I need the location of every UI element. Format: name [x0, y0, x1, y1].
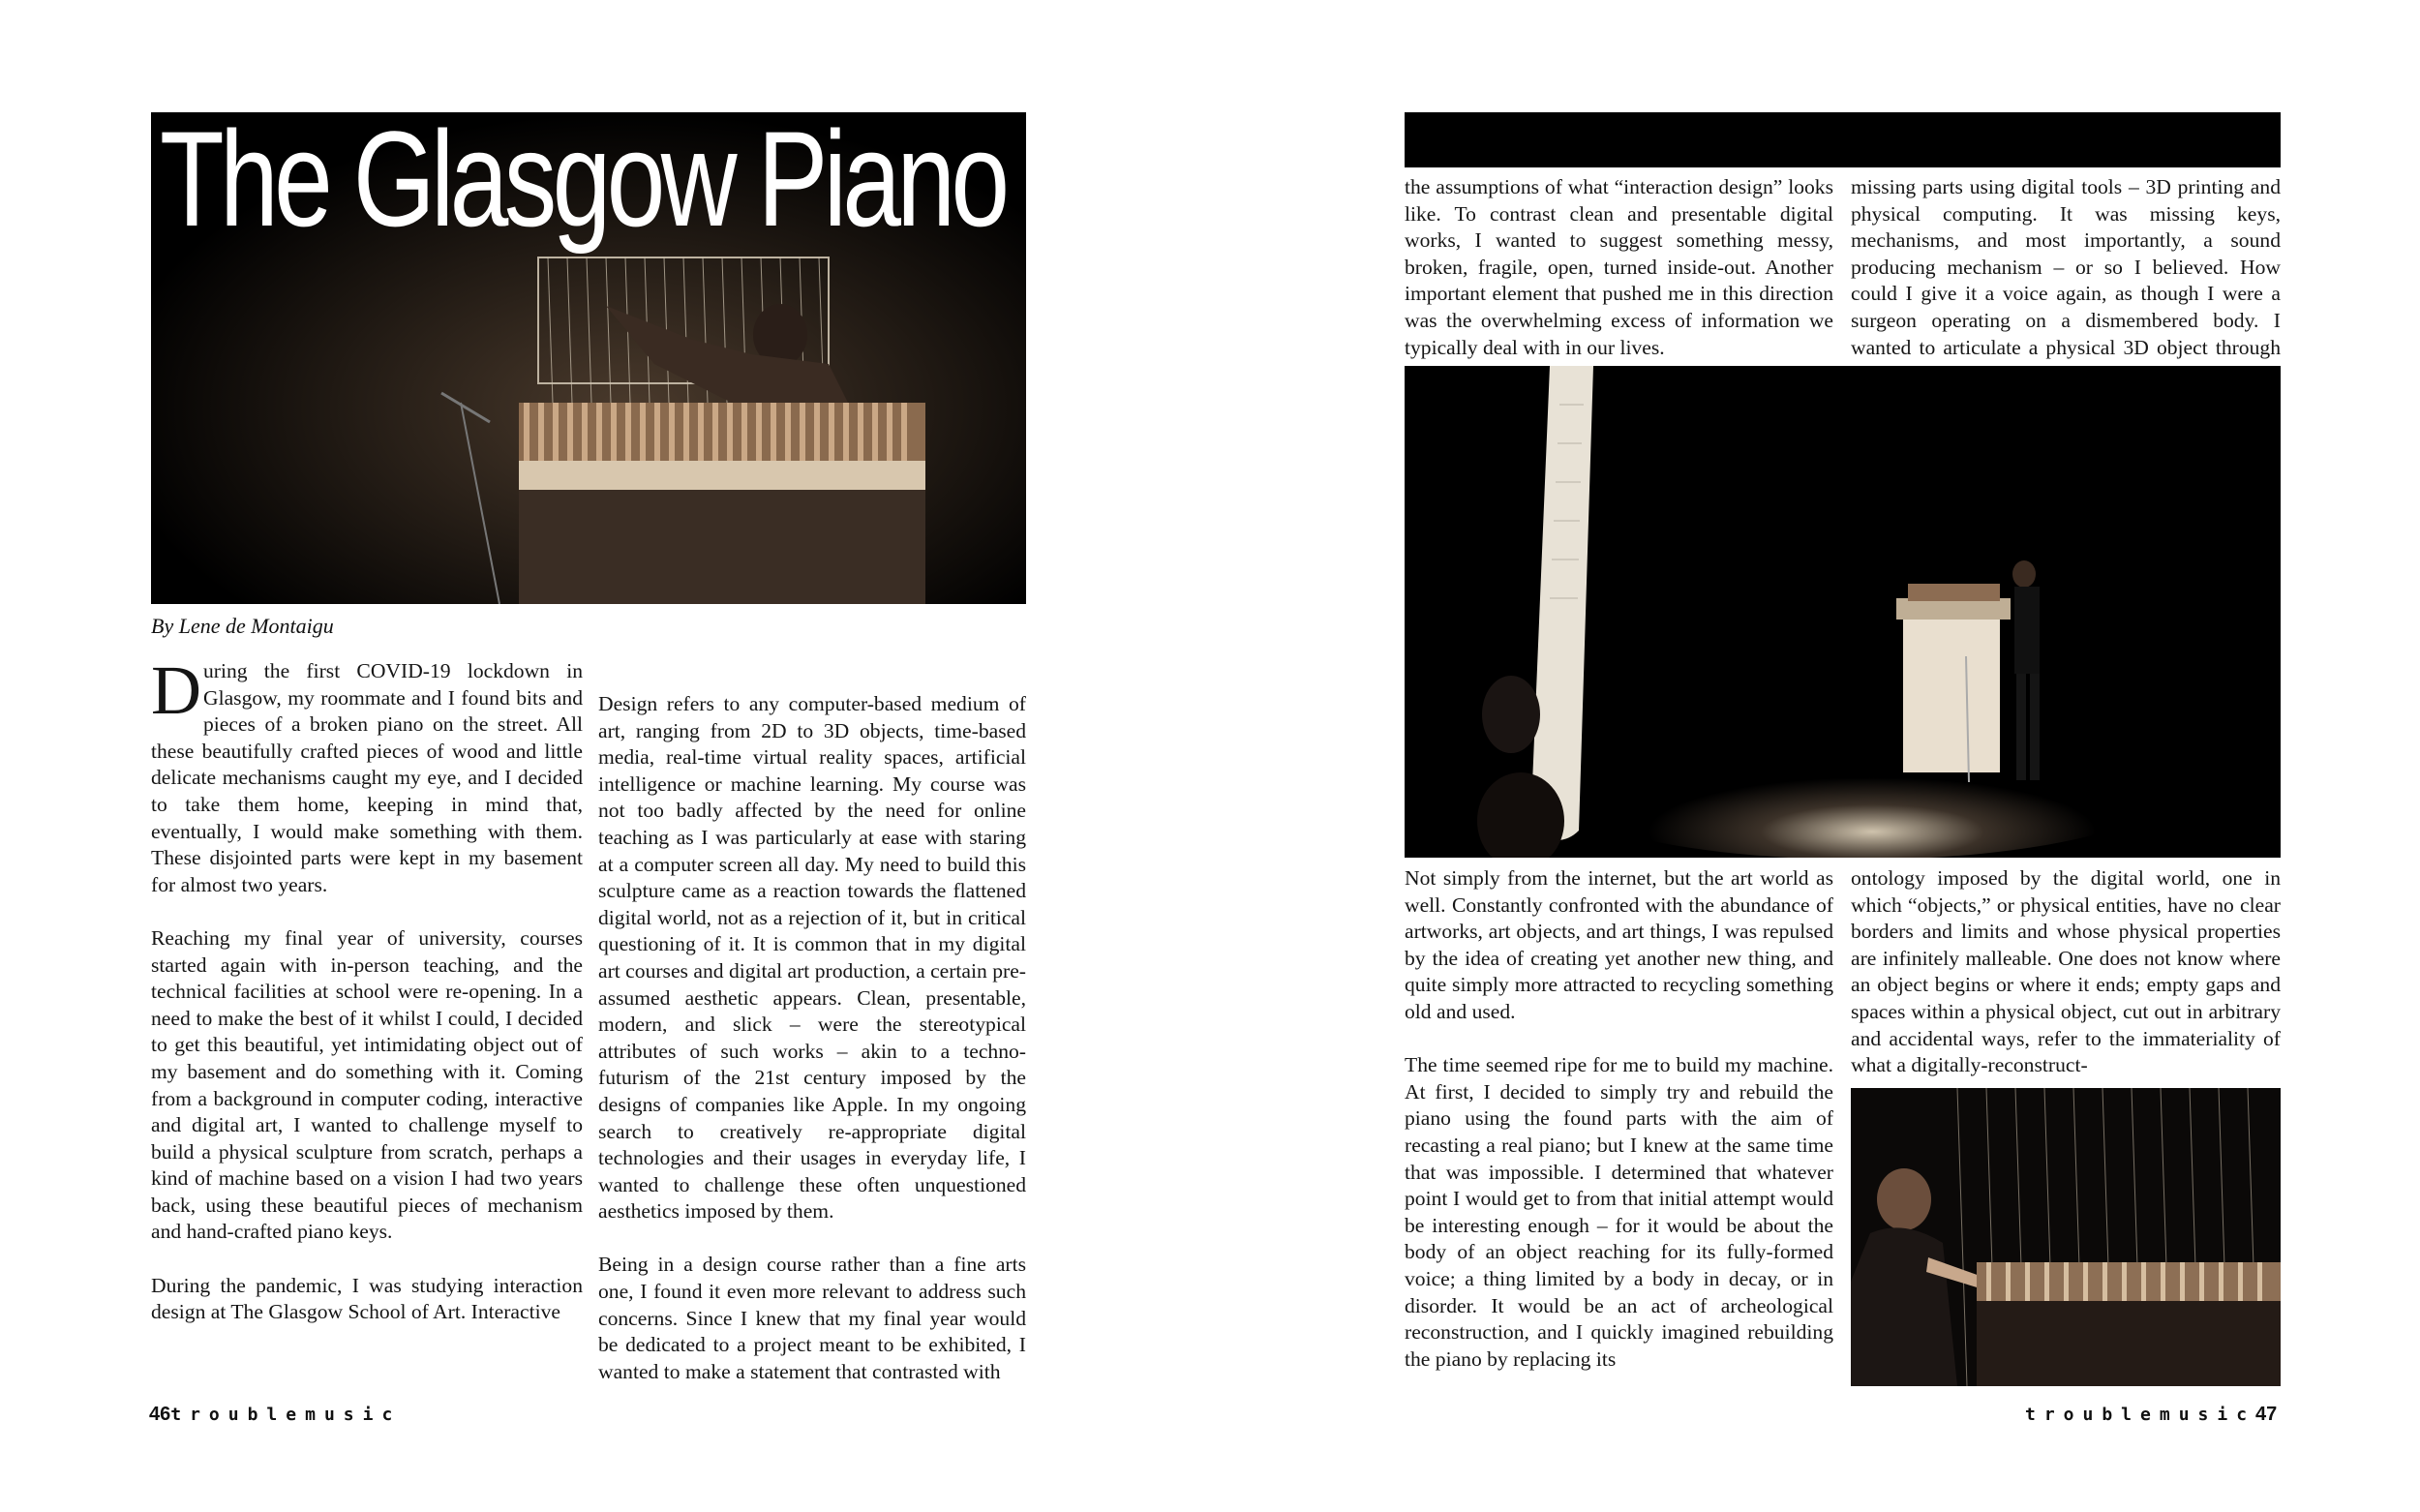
paragraph: ontology imposed by the digital world, one in which “objects,” or physical entities, have no clear borders and limits and whose physical properties are infinitely malleable. One does not know where an object begins or where it ends; empty gaps and spaces within a physical object, cut out in arbitrary and accidental ways, refer to the immateriality of what a digitally-reconstruct- [1851, 866, 2281, 1077]
paragraph: uring the first COVID-19 lockdown in Glasgow, my roommate and I found bits and pieces of a broken piano on the street. All these beautifully crafted pieces of wood and little delicate mechanisms caught my eye, and I decided to take them home, keeping in mind that, eventually, I would make something with them. These disjointed parts were kept in my basement for almost two years. [151, 659, 583, 896]
right-bottom-column-2 [1851, 865, 2281, 1079]
stage-photo-piano-scroll [1405, 366, 2281, 858]
right-bottom-column-1 [1405, 865, 1833, 1373]
page-number: 46 [149, 1404, 171, 1425]
workshop-photo-strings [1851, 1088, 2281, 1386]
paragraph: During the pandemic, I was studying interaction design at The Glasgow School of Art. Interactive [151, 1273, 583, 1324]
right-top-column-1 [1405, 174, 1833, 361]
workshop-illustration [1851, 1088, 2281, 1386]
left-column-2 [598, 691, 1026, 1385]
header-black-bar [1405, 112, 2281, 167]
left-folio [149, 1404, 401, 1426]
paragraph: the assumptions of what “interaction design” looks like. To contrast clean and presentable digital works, I wanted to suggest something messy, broken, fragile, open, turned inside-out. Another important element that pushed me in this direction was the overwhelming excess of information we typically deal with in our lives. [1405, 175, 1833, 359]
article-title: The Glasgow Piano [160, 103, 1006, 255]
drop-cap: D [151, 651, 201, 729]
byline: By Lene de Montaigu [151, 614, 334, 638]
magazine-name: troublemusic [2025, 1405, 2256, 1425]
page-number: 47 [2255, 1404, 2278, 1425]
paragraph: Design refers to any computer-based medium of art, ranging from 2D to 3D objects, time-based media, real-time virtual reality spaces, artificial intelligence or machine learning. My course was not too badly affected by the need for online teaching as I was particularly at ease with staring at a computer screen all day. My need to build this sculpture came as a reaction towards the flattened digital world, not as a rejection of it, but in critical questioning of it. It is common that in my digital art courses and digital art production, a certain pre-assumed aesthetic appears. Clean, presentable, modern, and slick – were the stereotypical attributes of such works – akin to a techno-futurism of the 21st century imposed by the designs of companies like Apple. In my ongoing search to creatively re-appropriate digital technologies and their usages in everyday life, I wanted to challenge these often unquestioned aesthetics imposed by them. [598, 692, 1026, 1224]
paragraph: Not simply from the internet, but the art world as well. Constantly confronted with the abundance of artworks, art objects, and art things, I was repulsed by the idea of creating yet another new thing, and quite simply more attracted to recycling something old and used. [1405, 866, 1833, 1023]
right-folio [2025, 1404, 2277, 1426]
paragraph: Reaching my final year of university, courses started again with in-person teaching, and the technical facilities at school were re-opening. In a need to make the best of it whilst I could, I decided to get this beautiful, yet intimidating object out of my basement and do something with it. Coming from a background in computer coding, interactive and digital art, I wanted to challenge myself to build a physical sculpture from scratch, perhaps a kind of machine based on a vision I had two years back, using these beautiful pieces of mechanism and hand-crafted piano keys. [151, 925, 583, 1244]
magazine-name: troublemusic [170, 1405, 402, 1425]
paragraph: The time seemed ripe for me to build my machine. At first, I decided to simply try and rebuild the piano using the found parts with the aim of recasting a real piano; but I knew at the same time that was impossible. I determined that whatever point I would get to from that initial attempt would be interesting enough – for it would be about the body of an object reaching for its fully-formed voice; a thing limited by a body in decay, or in disorder. It would be an act of archeological reconstruction, and I quickly imagined rebuilding the piano by replacing its [1405, 1053, 1833, 1371]
right-top-column-2 [1851, 174, 2281, 388]
stage-illustration [1405, 366, 2281, 858]
paragraph: missing parts using digital tools – 3D printing and physical computing. It was missing keys, mechanisms, and most importantly, a sound producing mechanism – or so I believed. How could I give it a voice again, as though I were a surgeon operating on a dismembered body. I wanted to articulate a physical 3D object through [1851, 175, 2281, 359]
left-column-1 [151, 651, 583, 1326]
paragraph: Being in a design course rather than a fine arts one, I found it even more relevant to address such concerns. Since I knew that my final year would be dedicated to a project meant to be exhibited, I wanted to make a statement that contrasted with [598, 1253, 1026, 1383]
